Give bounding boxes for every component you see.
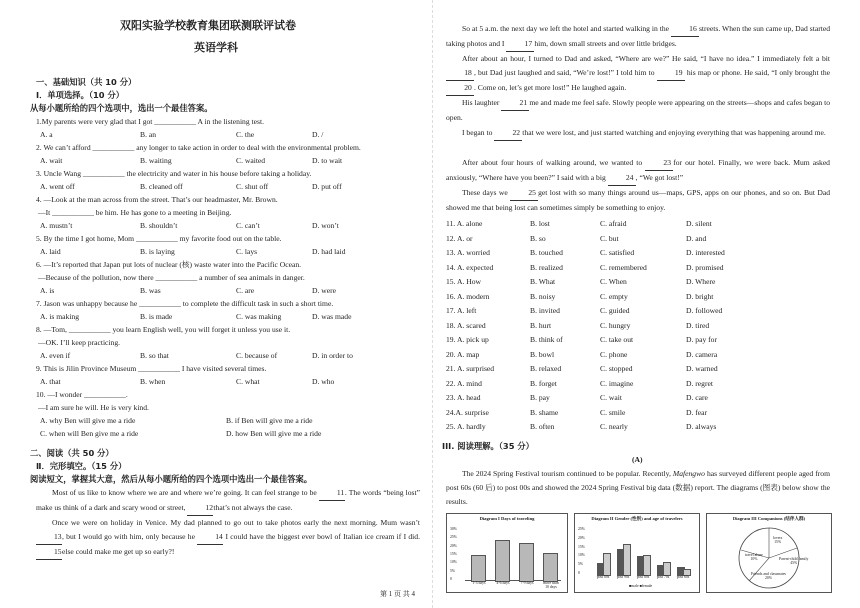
part2-heading: 二、阅读（共 50 分） — [30, 448, 114, 458]
slice-value: 15% — [774, 539, 782, 544]
y-tick: 25% — [450, 535, 457, 540]
slice-friends — [751, 573, 786, 581]
cloze-text: Most of us like to know where we are and where we’re going. It can feel strange to be — [52, 488, 317, 497]
diagram-2-chart — [574, 513, 700, 593]
cloze-option: 11. A. alone — [446, 219, 483, 228]
answer-option: C. lays — [236, 247, 258, 256]
passage-text: The 2024 Spring Festival tourism continued to be popular. Recently, — [462, 469, 671, 478]
cloze-text: me and made me feel safe. Slowly people were appearing on the streets—shops and cafes began to open. — [446, 98, 830, 122]
slice-label: travel alone — [745, 553, 763, 557]
question-stem-line2: —It ___________ be him. He has gone to a meeting in Beijing. — [38, 208, 232, 217]
cloze-option: C. empty — [600, 291, 628, 301]
diagram-2-bar — [663, 562, 671, 576]
cloze-option: B. so — [530, 233, 546, 243]
cloze-option: B. invited — [530, 306, 560, 315]
cloze-option: B. think of — [530, 335, 563, 344]
cloze-option: 20. A. map — [446, 349, 480, 359]
question-stem: 8. —Tom, ___________ you learn English well, you will forget it unless you use it. — [36, 325, 291, 334]
cloze-option: C. but — [600, 233, 619, 243]
y-tick: 15% — [578, 544, 585, 549]
blank-17: 17 — [506, 37, 534, 52]
cloze-paragraph-7 — [446, 156, 830, 186]
question-stem: 3. Uncle Wang ___________ the electricity and water in his house before taking a holiday. — [36, 169, 312, 178]
slice-travel-alone — [745, 554, 763, 562]
answer-option: D. to wait — [312, 156, 343, 165]
cloze-option: 12. A. or — [446, 233, 473, 243]
x-tick: post 70s — [656, 575, 670, 579]
cloze-option: C. guided — [600, 306, 630, 315]
cloze-option: C. afraid — [600, 219, 627, 228]
cloze-option: C. imagine — [600, 378, 634, 388]
answer-option: D. were — [312, 286, 337, 295]
blank-23: 23 — [645, 156, 673, 171]
y-tick: 0 — [450, 577, 452, 581]
cloze-option: 24.A. surprise — [446, 407, 489, 417]
answer-option: A. that — [40, 377, 61, 386]
answer-option: D. won’t — [312, 221, 339, 230]
blank-12: 12 — [187, 501, 213, 516]
answer-option: D. had laid — [312, 247, 346, 256]
cloze-option: B. touched — [530, 248, 563, 257]
diagram-1-bar — [519, 543, 534, 582]
question-stem-line2: —I am sure he will. He is very kind. — [38, 403, 149, 412]
blank-19: 19 — [657, 66, 685, 81]
question-stem: 6. —It’s reported that Japan put lots of nuclear (核) waste water into the Pacific Ocean. — [36, 260, 302, 269]
answer-option: B. is made — [140, 312, 173, 321]
part1-instruction: 从每小题所给的四个选项中，选出一个最佳答案。 — [30, 103, 213, 113]
cloze-text: , but I would go with him, only because he — [62, 532, 195, 541]
cloze-option: D. camera — [686, 349, 718, 359]
diagram-3-title: Diagram III Companions (结伴人群) — [732, 516, 806, 521]
part1-subheading: Ⅰ．单项选择。（10 分） — [36, 90, 125, 100]
cloze-text: , “We got lost!” — [635, 173, 684, 182]
cloze-option: D. Where — [686, 277, 716, 286]
cloze-option: B. pay — [530, 393, 550, 402]
cloze-option: C. When — [600, 277, 627, 286]
diagram-2-legend: ■male ■female — [629, 584, 653, 588]
answer-option: C. can’t — [236, 221, 260, 230]
part1-heading: 一、基础知识（共 10 分） — [36, 77, 137, 87]
cloze-option: 17. A. left — [446, 306, 477, 315]
y-tick: 15% — [450, 552, 457, 556]
answer-option: D. / — [312, 130, 324, 139]
answer-option: C. waited — [236, 156, 266, 165]
answer-option: B. if Ben will give me a ride — [226, 416, 313, 425]
cloze-option: D. promised — [686, 262, 724, 272]
answer-option: B. an — [140, 130, 157, 139]
cloze-option: D. silent — [686, 219, 712, 228]
cloze-text: Once we were on holiday in Venice. My dad planned to go out to take photos early the next morning. Mum wasn’t — [52, 518, 420, 527]
cloze-text: him, down small streets and over little bridges. — [534, 39, 677, 48]
blank-22: 22 — [494, 126, 522, 141]
cloze-text: that’s not always the case. — [213, 503, 293, 512]
x-tick: post 80s — [636, 575, 650, 579]
cloze-paragraph-4 — [446, 52, 830, 96]
cloze-option: D. always — [686, 422, 717, 431]
diagram-3-chart — [706, 513, 832, 593]
source-name: Mafengwo — [672, 469, 705, 478]
cloze-option: C. remembered — [600, 262, 647, 272]
cloze-text: . Come on, let’s get more lost!” He laughed again. — [474, 83, 627, 92]
cloze-text: After about an hour, I turned to Dad and asked, “Where are we?” He said, “I have no idea.” I immediately felt a bit — [462, 54, 830, 63]
blank-15: 15 — [36, 545, 62, 560]
slice-label: lovers — [773, 536, 783, 540]
cloze-option: D. followed — [686, 306, 723, 315]
cloze-option: C. wait — [600, 393, 622, 402]
cloze-text: , but Dad just laughed and said, “We’re lost!” I told him to — [474, 68, 655, 77]
diagram-1-chart — [446, 513, 568, 593]
answer-option: A. even if — [40, 351, 71, 360]
cloze-text: for our hotel. Finally, we were back. Mum asked anxiously, “Where have you been?” I said with a big — [446, 158, 830, 182]
cloze-paragraph-5 — [446, 96, 830, 125]
cloze-option: B. noisy — [530, 291, 556, 301]
blank-21: 21 — [501, 96, 529, 111]
cloze-option: 23. A. head — [446, 393, 481, 402]
y-tick: 30% — [450, 527, 457, 531]
cloze-option: 16. A. modern — [446, 291, 490, 301]
cloze-option: 19. A. pick up — [446, 335, 489, 344]
part3-heading: III. 阅读理解。（35 分） — [442, 441, 534, 451]
x-tick: 7-9 days — [520, 581, 534, 585]
page-footer: 第 1 页 共 4 — [380, 590, 415, 598]
slice-label: Parent-child family — [779, 557, 809, 561]
cloze-option: B. often — [530, 422, 555, 431]
slice-value: 20% — [765, 575, 772, 580]
question-stem: 5. By the time I got home, Mom ___________ my favorite food out on the table. — [36, 234, 282, 243]
x-tick: more than 10 days — [543, 581, 559, 589]
reading-passage — [446, 467, 830, 509]
slice-lovers — [773, 537, 782, 545]
answer-option: A. wait — [40, 156, 63, 165]
blank-24: 24 — [608, 171, 636, 186]
cloze-option: B. shame — [530, 407, 559, 417]
answer-option: D. how Ben will give me a ride — [226, 429, 322, 438]
cloze-option: 15. A. How — [446, 277, 482, 286]
y-tick: 20% — [450, 543, 457, 548]
column-divider — [432, 0, 433, 608]
question-stem-line2: —OK. I’ll keep practicing. — [38, 338, 121, 347]
diagram-2-bar — [603, 553, 611, 576]
diagram-2-title: Diagram II Gender (性别) and age of travelers — [591, 516, 683, 521]
cloze-option: B. relaxed — [530, 364, 562, 373]
subject-title: 英语学科 — [194, 41, 238, 54]
question-stem: 9. This is Jilin Province Museum ___________ I have visited several times. — [36, 364, 267, 373]
y-tick: 5% — [578, 562, 584, 567]
cloze-option: D. pay for — [686, 335, 717, 344]
answer-option: C. what — [236, 377, 260, 386]
answer-option: C. are — [236, 286, 255, 295]
cloze-text: streets. When the sun came up, Dad started taking photos and I — [446, 24, 831, 48]
blank-20: 20 — [446, 81, 474, 96]
cloze-paragraph-1 — [36, 486, 420, 516]
answer-option: A. went off — [40, 182, 75, 191]
question-stem: 7. Jason was unhappy because he ___________ to complete the difficult task in such a short time. — [36, 299, 334, 308]
cloze-option: C. smile — [600, 407, 626, 417]
x-tick: post 00s — [596, 575, 610, 579]
answer-option: A. mustn’t — [40, 221, 73, 230]
cloze-option: 14. A. expected — [446, 262, 494, 272]
cloze-option: D. warned — [686, 364, 718, 373]
diagram-1-bar — [543, 553, 558, 582]
cloze-option: B. hurt — [530, 320, 552, 330]
cloze-option: D. fear — [686, 407, 708, 417]
diagram-2-bar — [623, 544, 631, 576]
answer-option: B. is laying — [140, 247, 175, 256]
page-title: 双阳实验学校教育集团联测联评试卷 — [120, 19, 296, 32]
blank-16: 16 — [671, 22, 699, 37]
answer-option: C. when will Ben give me a ride — [40, 429, 139, 438]
cloze-option: 22. A. mind — [446, 378, 482, 388]
diagram-1-bar — [471, 555, 486, 582]
diagram-2-bar — [643, 555, 651, 576]
answer-option: B. so that — [140, 351, 169, 360]
y-tick: 25% — [578, 527, 585, 531]
answer-option: A. laid — [40, 247, 61, 256]
slice-value: 45% — [790, 560, 798, 565]
cloze-paragraph-8 — [446, 186, 830, 215]
answer-option: B. was — [140, 286, 161, 295]
answer-option: C. was making — [236, 312, 282, 321]
cloze-paragraph-2 — [36, 516, 420, 560]
answer-option: A. is making — [40, 312, 80, 321]
cloze-option: B. realized — [530, 262, 563, 272]
section-a-label: (A) — [632, 455, 643, 464]
cloze-option: 13. A. worried — [446, 248, 490, 257]
answer-option: A. is — [40, 286, 55, 295]
cloze-option: D. bright — [686, 291, 714, 301]
cloze-text: After about four hours of walking around, we wanted to — [462, 158, 643, 167]
cloze-text: So at 5 a.m. the next day we left the hotel and started walking in the — [462, 24, 669, 33]
blank-14: 14 — [197, 530, 223, 545]
cloze-text: that we were lost, and just started watching and enjoying everything that was happening around me. — [522, 128, 826, 137]
blank-13: 13 — [36, 530, 62, 545]
answer-option: D. was made — [312, 312, 352, 321]
cloze-text: I began to — [462, 128, 493, 137]
blank-18: 18 — [446, 66, 474, 81]
cloze-option: D. and — [686, 233, 707, 243]
cloze-option: D. care — [686, 393, 708, 402]
answer-option: C. the — [236, 130, 255, 139]
cloze-option: C. nearly — [600, 422, 628, 431]
blank-11: 11 — [319, 486, 345, 501]
question-stem: 4. —Look at the man across from the street. That’s our headmaster, Mr. Brown. — [36, 195, 278, 204]
slice-parent-child — [779, 558, 808, 566]
cloze-option: C. take out — [600, 335, 634, 344]
slice-value: 10% — [750, 556, 758, 561]
cloze-option: C. hungry — [600, 320, 631, 330]
cloze-text: his map or phone. He said, “I only brought the — [686, 68, 830, 77]
answer-option: A. a — [40, 130, 53, 139]
answer-option: B. waiting — [140, 156, 172, 165]
part2-instruction: 阅读短文，掌握其大意，然后从每小题所给的四个选项中选出一个最佳答案。 — [30, 474, 313, 484]
y-tick: 20% — [578, 535, 585, 540]
cloze-option: 18. A. scared — [446, 320, 486, 330]
cloze-option: B. bowl — [530, 349, 555, 359]
cloze-option: D. interested — [686, 248, 725, 257]
y-tick: 5% — [450, 568, 456, 573]
cloze-option: D. regret — [686, 378, 713, 388]
cloze-text: His laughter — [462, 98, 500, 107]
cloze-text: get lost with so many things around us—maps, GPS, apps on our phones, and so on. But Dad showed me that being lost can sometimes simply be something to enjoy. — [446, 188, 830, 212]
answer-option: C. shut off — [236, 182, 269, 191]
answer-option: A. why Ben will give me a ride — [40, 416, 136, 425]
answer-option: D. put off — [312, 182, 342, 191]
part2-subheading: Ⅱ．完形填空。（15 分） — [36, 461, 127, 471]
blank-25: 25 — [510, 186, 538, 201]
cloze-option: 25. A. hardly — [446, 422, 486, 431]
diagram-1-title: Diagram I Days of traveling — [479, 516, 535, 521]
question-stem: 10. —I wonder ___________. — [36, 390, 128, 399]
answer-option: B. when — [140, 377, 166, 386]
cloze-option: C. satisfied — [600, 248, 635, 257]
cloze-text: These days we — [462, 188, 508, 197]
question-stem: 2. We can’t afford ___________ any longer to take action in order to deal with the environmental problem. — [36, 143, 361, 152]
answer-option: B. cleaned off — [140, 182, 183, 191]
x-tick: post 90s — [616, 575, 630, 579]
x-tick: 1-3 days — [472, 581, 486, 585]
answer-option: D. who — [312, 377, 335, 386]
x-tick: post 60s — [676, 575, 690, 579]
cloze-text: else could make me get up so early?! — [62, 547, 175, 556]
cloze-paragraph-6 — [446, 126, 830, 141]
answer-option: C. because of — [236, 351, 278, 360]
y-tick: 0 — [578, 571, 580, 575]
cloze-option: 21. A. surprised — [446, 364, 495, 373]
x-tick: 4-6 days — [496, 581, 510, 585]
answer-option: B. shouldn’t — [140, 221, 178, 230]
slice-label: Friends and classmates — [751, 572, 787, 576]
y-tick: 10% — [450, 560, 457, 565]
cloze-paragraph-3 — [446, 22, 830, 52]
cloze-option: D. tired — [686, 320, 710, 330]
answer-option: D. in order to — [312, 351, 353, 360]
cloze-option: C. stopped — [600, 364, 633, 373]
cloze-option: C. phone — [600, 349, 628, 359]
y-tick: 10% — [578, 553, 585, 558]
diagram-1-bar — [495, 540, 510, 582]
cloze-option: B. What — [530, 277, 556, 286]
cloze-option: B. forget — [530, 378, 557, 388]
passage-text: has surveyed different people aged from post 60s (60 后) to post 00s and showed the 2024 Spring Festival big data (数据) report. The diagrams (图表) below show the results. — [446, 469, 830, 506]
question-stem: 1.My parents were very glad that I got ___________ A in the listening test. — [36, 117, 264, 126]
cloze-text: I could have the biggest ever bowl of Italian ice cream if I did. — [225, 532, 420, 541]
cloze-text: . The words “being lost” make us think of a dark and scary wood or street, — [36, 488, 420, 512]
question-stem-line2: —Because of the pollution, now there ___________ a number of sea animals in danger. — [38, 273, 305, 282]
cloze-option: B. lost — [530, 219, 550, 228]
